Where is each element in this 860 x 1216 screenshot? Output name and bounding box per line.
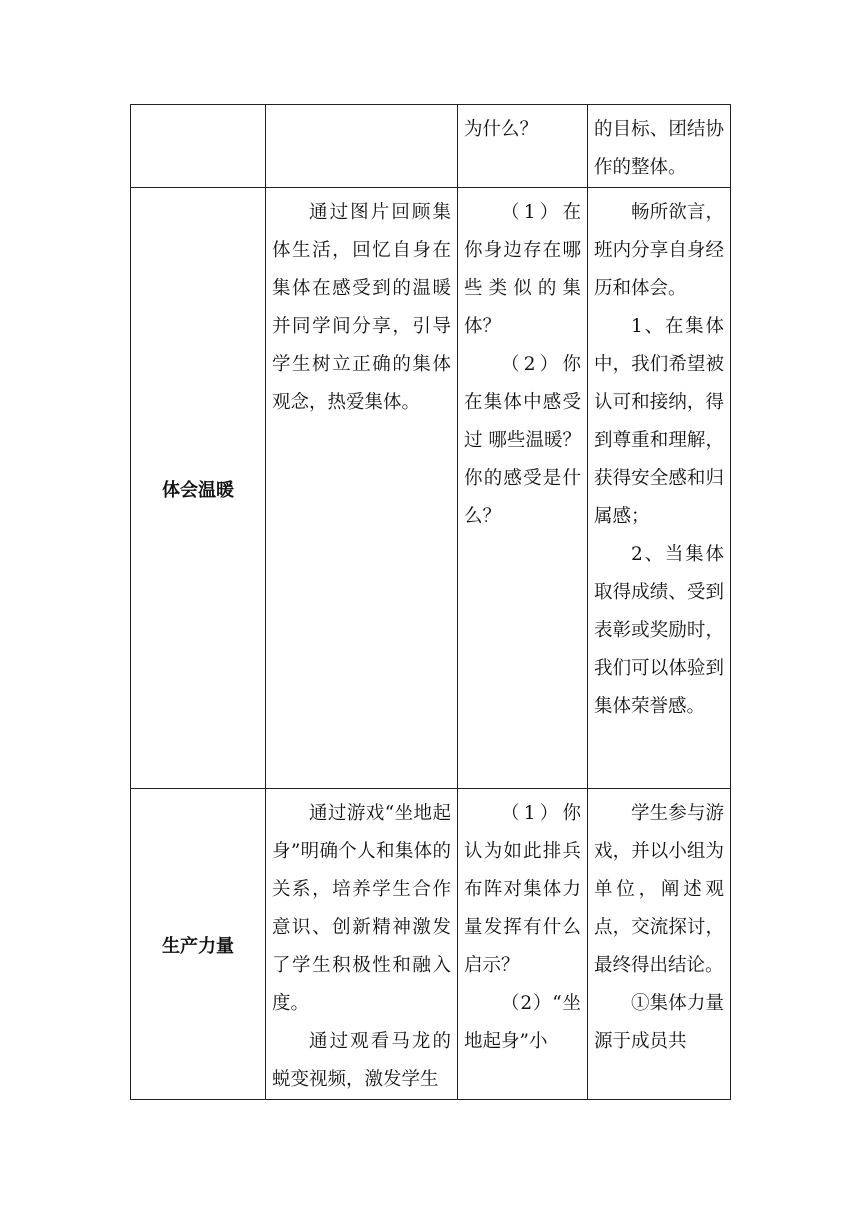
cell-col1 (266, 188, 458, 789)
paragraph: 学生参与游戏，并以小组为单位，阐述观点，交流探讨，最终得出结论。 (594, 803, 724, 976)
cell-col1 (266, 105, 458, 188)
row-label: 体会温暖 (131, 188, 266, 789)
row-label (131, 105, 266, 188)
paragraph: （2）你在集体中感受过 哪些温暖？你的感受是什么？ (464, 354, 581, 527)
cell-col3 (588, 105, 731, 188)
row-label: 生产力量 (131, 789, 266, 1100)
paragraph: 通过观看马龙的蜕变视频，激发学生 (272, 1031, 451, 1090)
paragraph: 畅所欲言，班内分享自身经历和体会。 (594, 202, 724, 299)
table-row (131, 105, 731, 188)
paragraph: （1）你认为如此排兵布阵对集体力量发挥有什么启示？ (464, 803, 581, 976)
paragraph: 2、当集体取得成绩、受到表彰或奖励时，我们可以体验到集体荣誉感。 (594, 544, 724, 717)
paragraph: 的目标、团结协作的整体。 (594, 119, 724, 178)
paragraph: 为什么？ (464, 119, 539, 140)
paragraph: （2）“坐地起身”小 (464, 993, 581, 1052)
paragraph: 通过图片回顾集体生活，回忆自身在集体在感受到的温暖并同学间分享，引导学生树立正确的集体观念，热爱集体。 (272, 202, 451, 413)
paragraph: 1、在集体中，我们希望被认可和接纳，得到尊重和理解，获得安全感和归属感； (594, 316, 724, 527)
cell-col3 (588, 188, 731, 789)
cell-col2 (458, 789, 588, 1100)
cell-col2 (458, 188, 588, 789)
paragraph: 通过游戏“坐地起身”明确个人和集体的关系，培养学生合作意识、创新精神激发了学生积极性和融入度。 (272, 803, 451, 1014)
table-row (131, 789, 731, 1100)
table-row (131, 188, 731, 789)
paragraph: ①集体力量源于成员共 (594, 993, 724, 1052)
cell-col1 (266, 789, 458, 1100)
paragraph: （1）在你身边存在哪些类似的集体？ (464, 202, 581, 337)
cell-col3 (588, 789, 731, 1100)
cell-col2 (458, 105, 588, 188)
lesson-plan-table (130, 104, 731, 1100)
